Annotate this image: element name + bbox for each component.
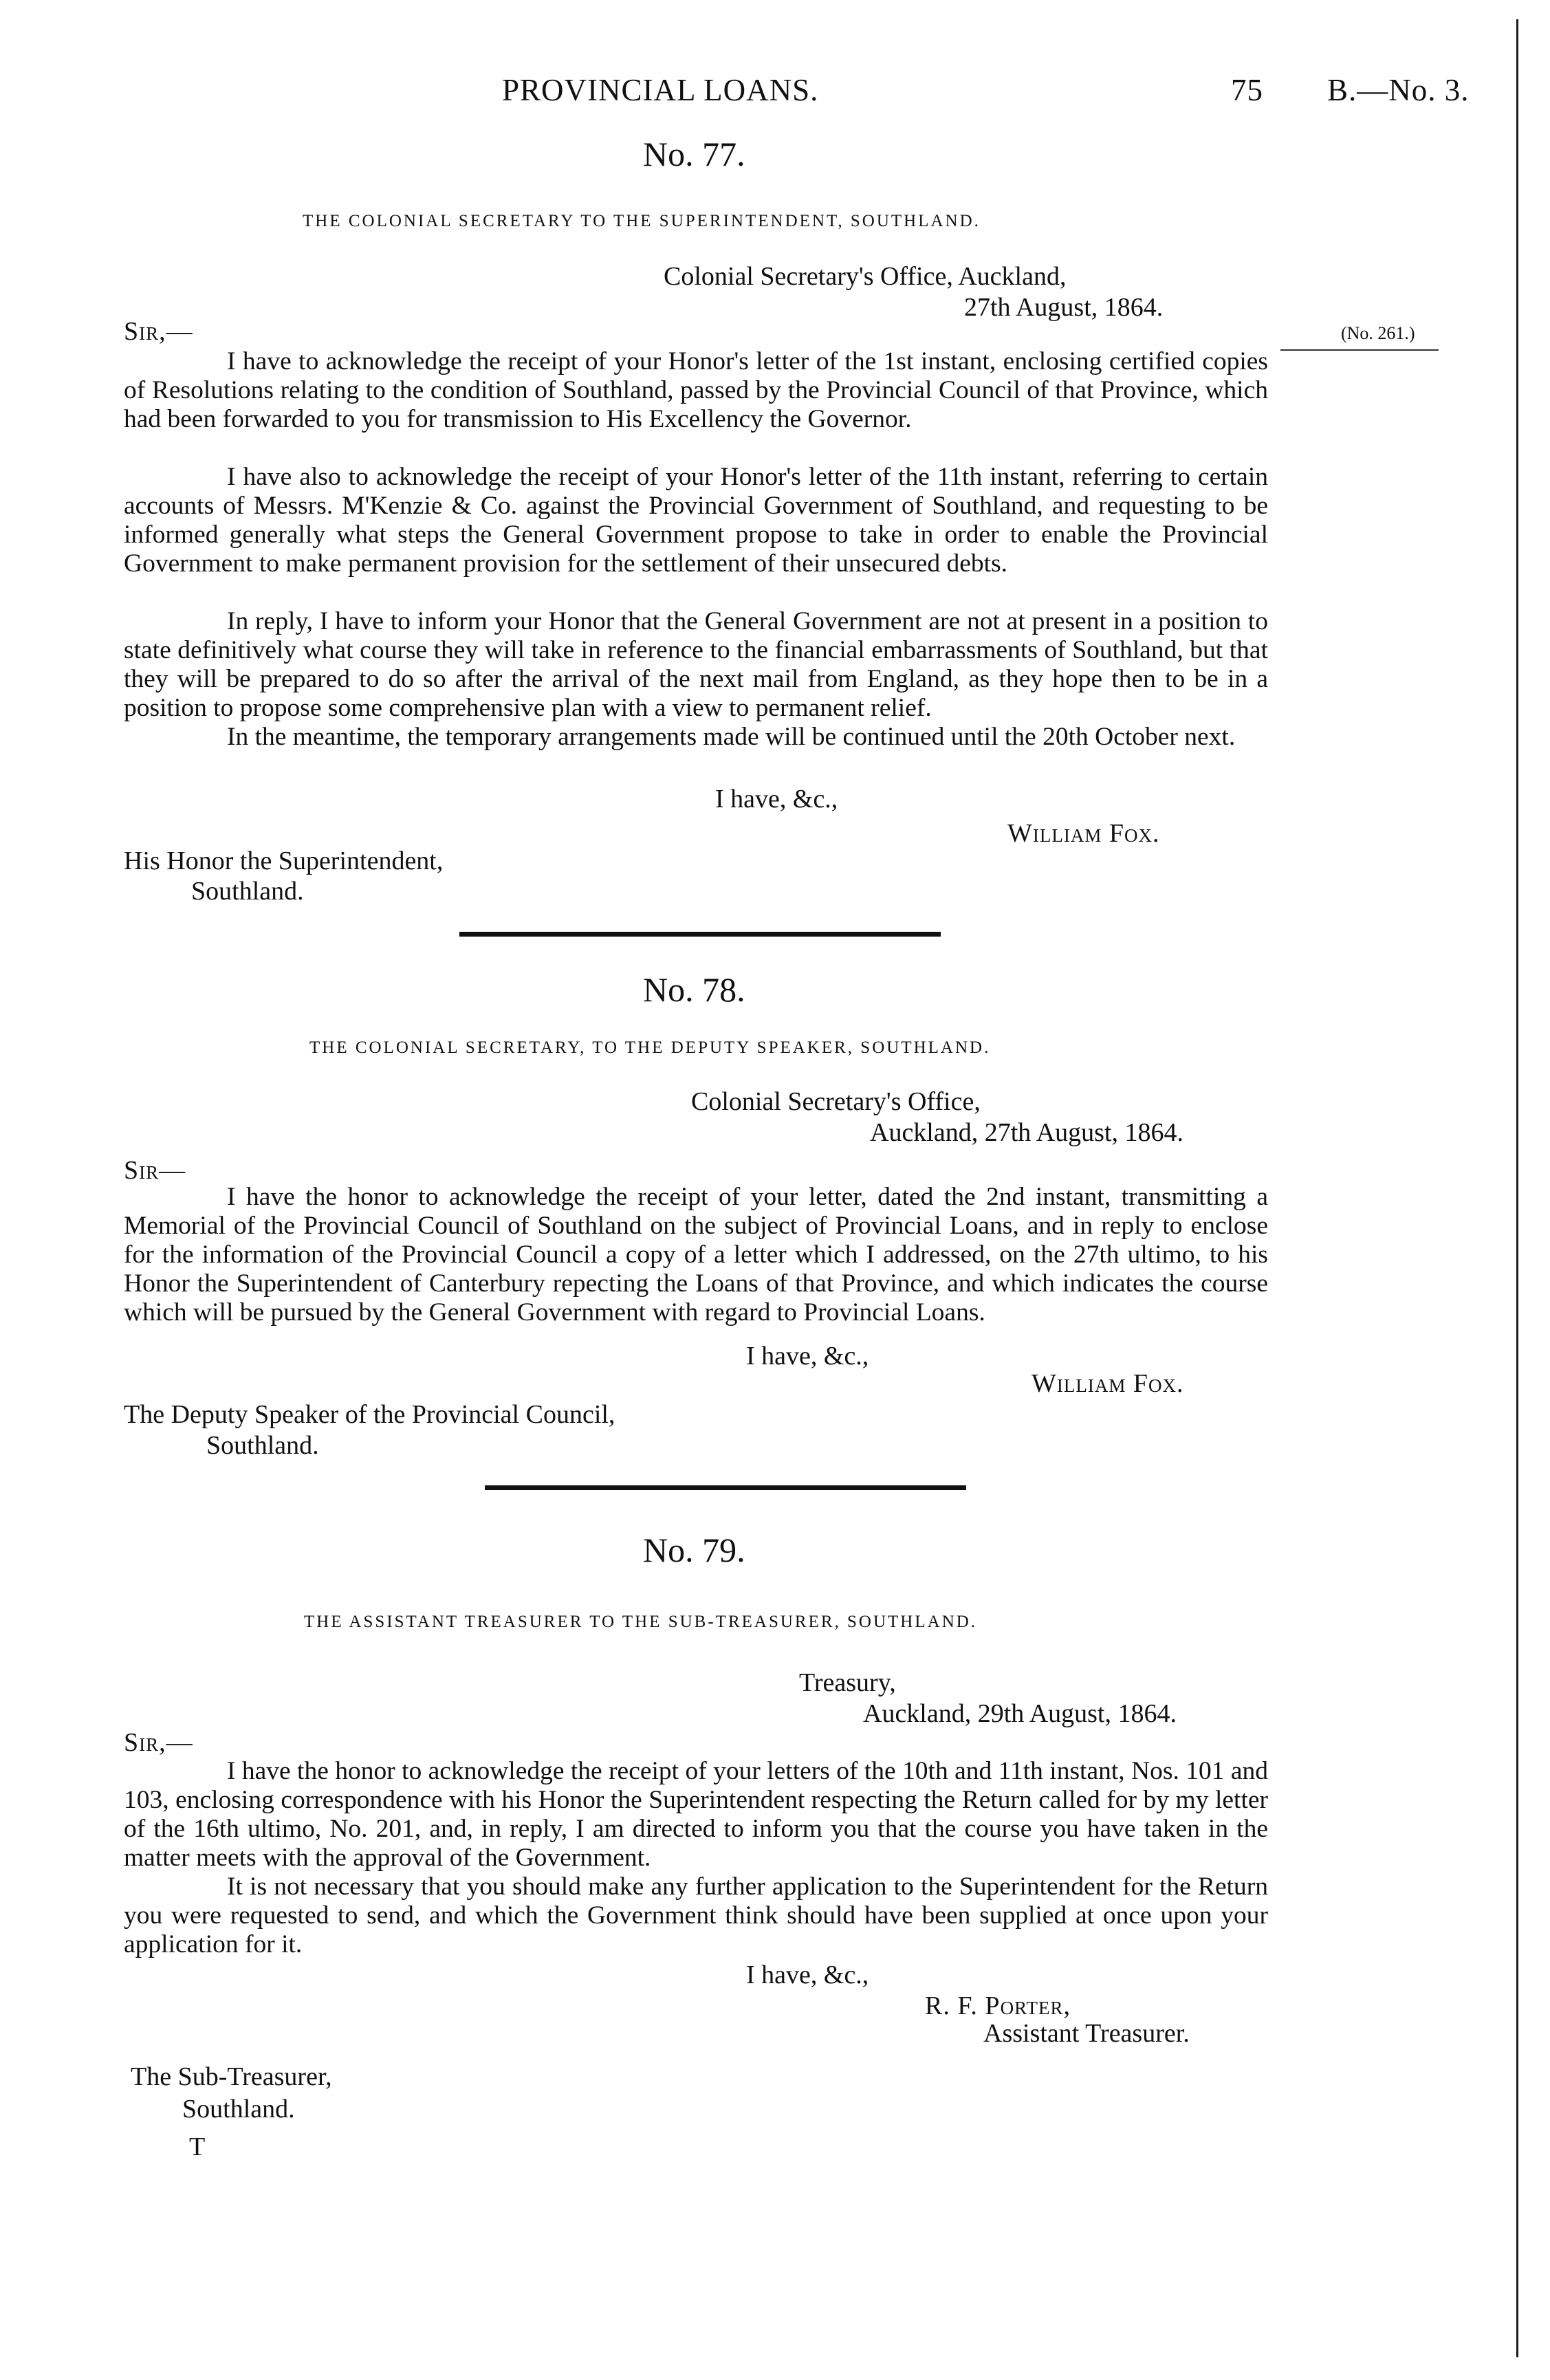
salutation: Sir,— [124,1728,193,1757]
letter-heading: THE COLONIAL SECRETARY TO THE SUPERINTENDENT, SOUTHLAND. [303,212,981,230]
letter-number: No. 77. [643,135,745,173]
letter-date: Auckland, 27th August, 1864. [870,1118,1183,1147]
addressee: His Honor the Superintendent, [124,847,444,875]
page-edge-rule [1516,19,1518,2357]
letter-paragraph: I have the honor to acknowledge the receipt of your letters of the 10th and 11th instant, Nos. 101 and 103, enclosing correspondence with his Honor the Superintendent respecting the Return called for by my letter of the 16th ultimo, No. 201, and, in reply, I am directed to inform you that the course you have taken in the matter meets with the approval of the Government. [124,1757,1268,1872]
letter-heading: THE COLONIAL SECRETARY, TO THE DEPUTY SPEAKER, SOUTHLAND. [309,1038,991,1057]
page-title: PROVINCIAL LOANS. [502,73,819,107]
letter-paragraph: I have to acknowledge the receipt of your Honor's letter of the 1st instant, enclosing certified copies of Resolutions relating to the condition of Southland, passed by the Provincial Council of that Province, which had been forwarded to you for transmission to His Excellency the Governor. [124,347,1268,433]
closing: I have, &c., [746,1342,869,1371]
letter-heading: THE ASSISTANT TREASURER TO THE SUB-TREASURER, SOUTHLAND. [304,1613,978,1631]
addressee-place: Southland. [191,877,304,906]
section-divider [459,932,941,937]
letter-paragraph: I have the honor to acknowledge the receipt of your letter, dated the 2nd instant, transmitting a Memorial of the Provincial Council of Southland on the subject of Provincial Loans, and in reply to enclose for the information of the Provincial Council a copy of a letter which I addressed, on the 27th ultimo, to his Honor the Superintendent of Canterbury repecting the Loans of that Province, and which indicates the course which will be pursued by the General Government with regard to Provincial Loans. [124,1183,1268,1327]
addressee: The Deputy Speaker of the Provincial Council, [124,1400,615,1429]
letter-date: Auckland, 29th August, 1864. [863,1699,1177,1728]
letter-paragraph: It is not necessary that you should make any further application to the Superintendent for the Return you were requested to send, and which the Government think should have been supplied at once upon your application for it. [124,1873,1268,1958]
salutation: Sir,— [124,317,193,346]
letter-paragraph: In reply, I have to inform your Honor that the General Government are not at present in a position to state definitively what course they will take in reference to the financial embarrassments of Southland, but that they will be prepared to do so after the arrival of the next mail from England, as they hope then to be in a position to propose some comprehensive plan with a view to permanent relief. [124,607,1268,722]
side-reference: (No. 261.) [1341,323,1415,343]
letter-paragraph: In the meantime, the temporary arrangements made will be continued until the 20th October next. [227,723,1236,751]
signature: William Fox. [1007,819,1160,848]
addressee-place: Southland. [182,2095,295,2124]
sender-address: Colonial Secretary's Office, Auckland, [664,262,1067,291]
closing: I have, &c., [746,1961,869,1989]
salutation: Sir— [124,1156,186,1185]
side-reference-rule [1280,349,1439,351]
paper-series: B.—No. 3. [1327,73,1470,107]
letter-paragraph: I have also to acknowledge the receipt of your Honor's letter of the 11th instant, referring to certain accounts of Messrs. M'Kenzie & Co. against the Provincial Government of Southland, and requesting to be informed generally what steps the General Government propose to take in order to enable the Provincial Government to make permanent provision for the settlement of their unsecured debts. [124,463,1268,578]
sender-address: Colonial Secretary's Office, [691,1087,981,1116]
section-divider [485,1485,966,1490]
signature-title: Assistant Treasurer. [983,2019,1190,2048]
signature: William Fox. [1031,1369,1184,1398]
letter-date: 27th August, 1864. [964,293,1164,322]
letter-number: No. 79. [643,1531,745,1569]
addressee-place: Southland. [206,1431,319,1460]
signature-mark: T [189,2132,206,2161]
closing: I have, &c., [715,785,838,814]
signature: R. F. Porter, [925,1991,1071,2020]
letter-number: No. 78. [643,970,745,1009]
addressee: The Sub-Treasurer, [131,2062,332,2091]
page-number: 75 [1231,73,1263,107]
sender-address: Treasury, [799,1668,896,1697]
